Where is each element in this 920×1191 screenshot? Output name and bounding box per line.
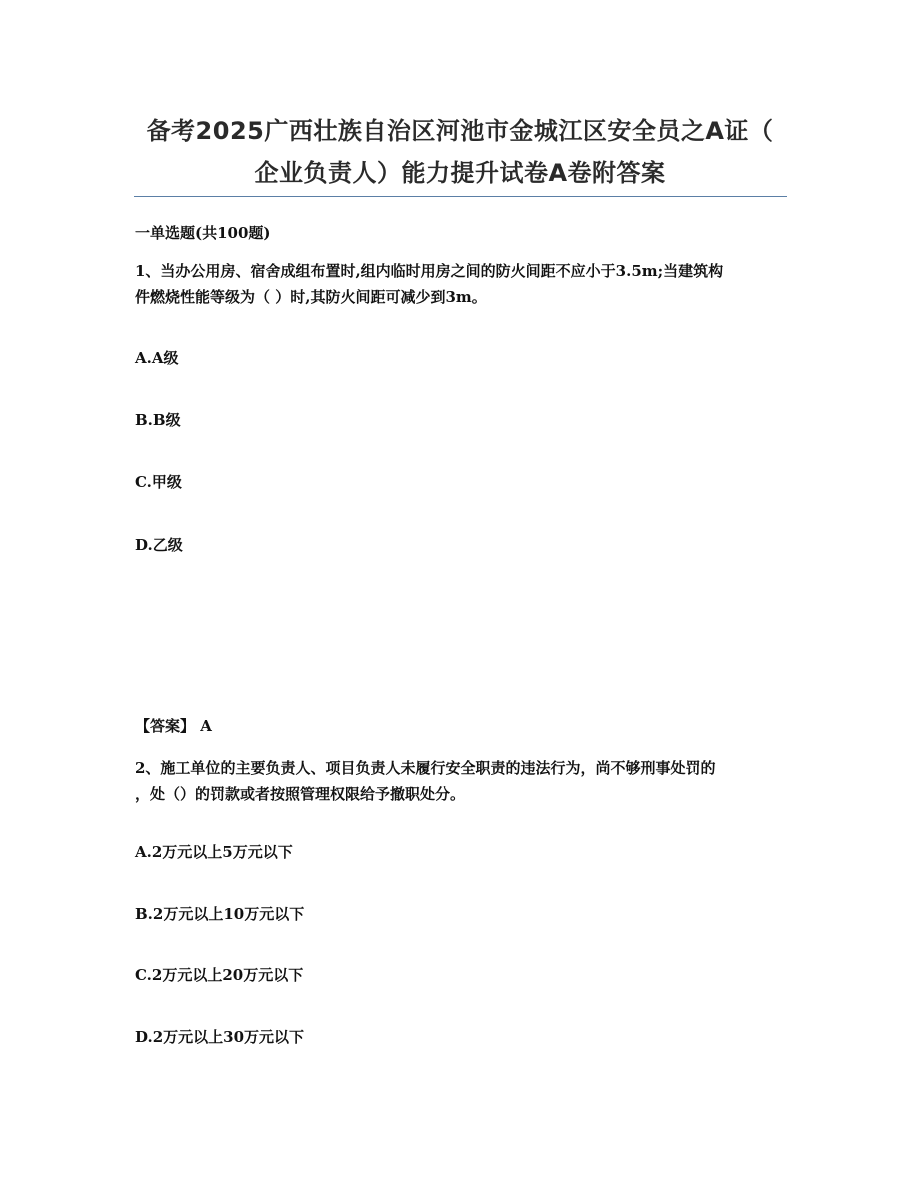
question-1-option-a: A.A级: [135, 349, 179, 367]
question-1-option-d: D.乙级: [135, 536, 183, 554]
question-1-answer: 【答案】 A: [135, 717, 212, 735]
question-2-text-line-1: 2、施工单位的主要负责人、项目负责人未履行安全职责的违法行为，尚不够刑事处罚的: [135, 759, 716, 777]
question-2-option-c: C.2万元以上20万元以下: [135, 966, 304, 984]
question-2-option-d: D.2万元以上30万元以下: [135, 1028, 305, 1046]
question-1-option-c: C.甲级: [135, 473, 182, 491]
question-1-text-line-2: 件燃烧性能等级为（ ）时,其防火间距可减少到3m。: [135, 288, 487, 306]
question-1-text-line-1: 1、当办公用房、宿舍成组布置时,组内临时用房之间的防火间距不应小于3.5m;当建筑构: [135, 262, 724, 280]
question-2-option-a: A.2万元以上5万元以下: [135, 843, 293, 861]
section-heading: 一单选题(共100题): [135, 224, 271, 242]
title-line-1: 备考2025广西壮族自治区河池市金城江区安全员之A证（: [146, 117, 774, 145]
title-divider: [134, 196, 787, 197]
question-2-option-b: B.2万元以上10万元以下: [135, 905, 305, 923]
question-1-option-b: B.B级: [135, 411, 181, 429]
question-2-text-line-2: ，处（）的罚款或者按照管理权限给予撤职处分。: [135, 785, 466, 803]
title-line-2: 企业负责人）能力提升试卷A卷附答案: [254, 159, 666, 187]
